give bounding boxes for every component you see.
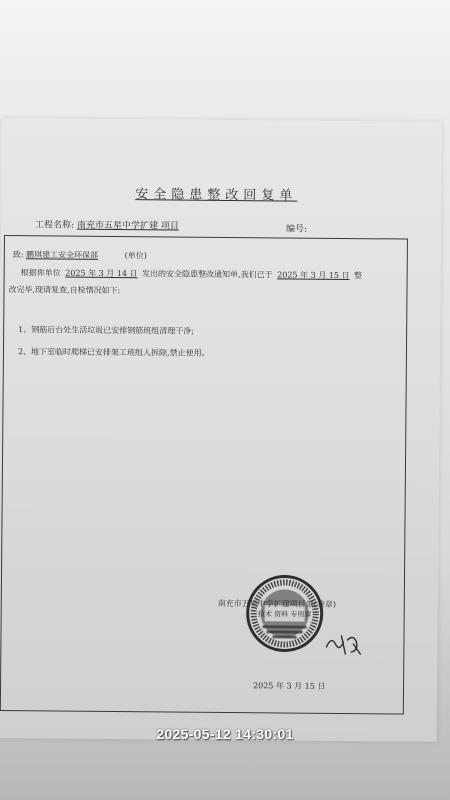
document-title: 安全隐患整改回复单 [135, 187, 298, 204]
body-text-c: 整 [354, 271, 363, 281]
form-box [0, 235, 408, 715]
project-row [35, 217, 179, 231]
project-label: 工程名称: [35, 220, 75, 231]
stamp-text: 技术 资料 专用章 [257, 610, 312, 619]
document-sheet [0, 118, 442, 742]
notice-date: 2025 年 3 月 14 日 [65, 268, 138, 279]
list-item: 2、地下室临时爬梯已安排架工班组人拆除,禁止使用。 [17, 347, 210, 358]
project-name: 南充市五星中学扩建 项目 [76, 220, 179, 232]
official-stamp [244, 573, 325, 654]
body-text-b: 发出的安全隐患整改通知单,我们已于 [142, 269, 273, 280]
completion-date: 2025 年 3 月 15 日 [277, 270, 350, 281]
body-line-2: 改完毕,现请复查,自检情况如下: [8, 285, 121, 296]
to-label: 致: [12, 250, 24, 260]
sign-date: 2025 年 3 月 15 日 [253, 681, 326, 691]
serial-number-label: 编号: [285, 224, 308, 235]
addressee-line [13, 249, 147, 261]
to-unit: 鹏琪建工安全环保部 [26, 250, 99, 260]
body-text-a: 根据你单位 [20, 268, 61, 278]
body-line-1 [21, 267, 363, 281]
list-item: 1、钢筋后台处生活垃圾已安排钢筋班组清理干净; [18, 325, 194, 336]
unit-suffix: (单位) [124, 251, 147, 261]
signer-label: 南充市五星中学扩建项目部(签章) [217, 598, 337, 609]
handwritten-signature [323, 632, 363, 658]
photo-timestamp: 2025-05-12 14:30:01 [156, 726, 294, 742]
